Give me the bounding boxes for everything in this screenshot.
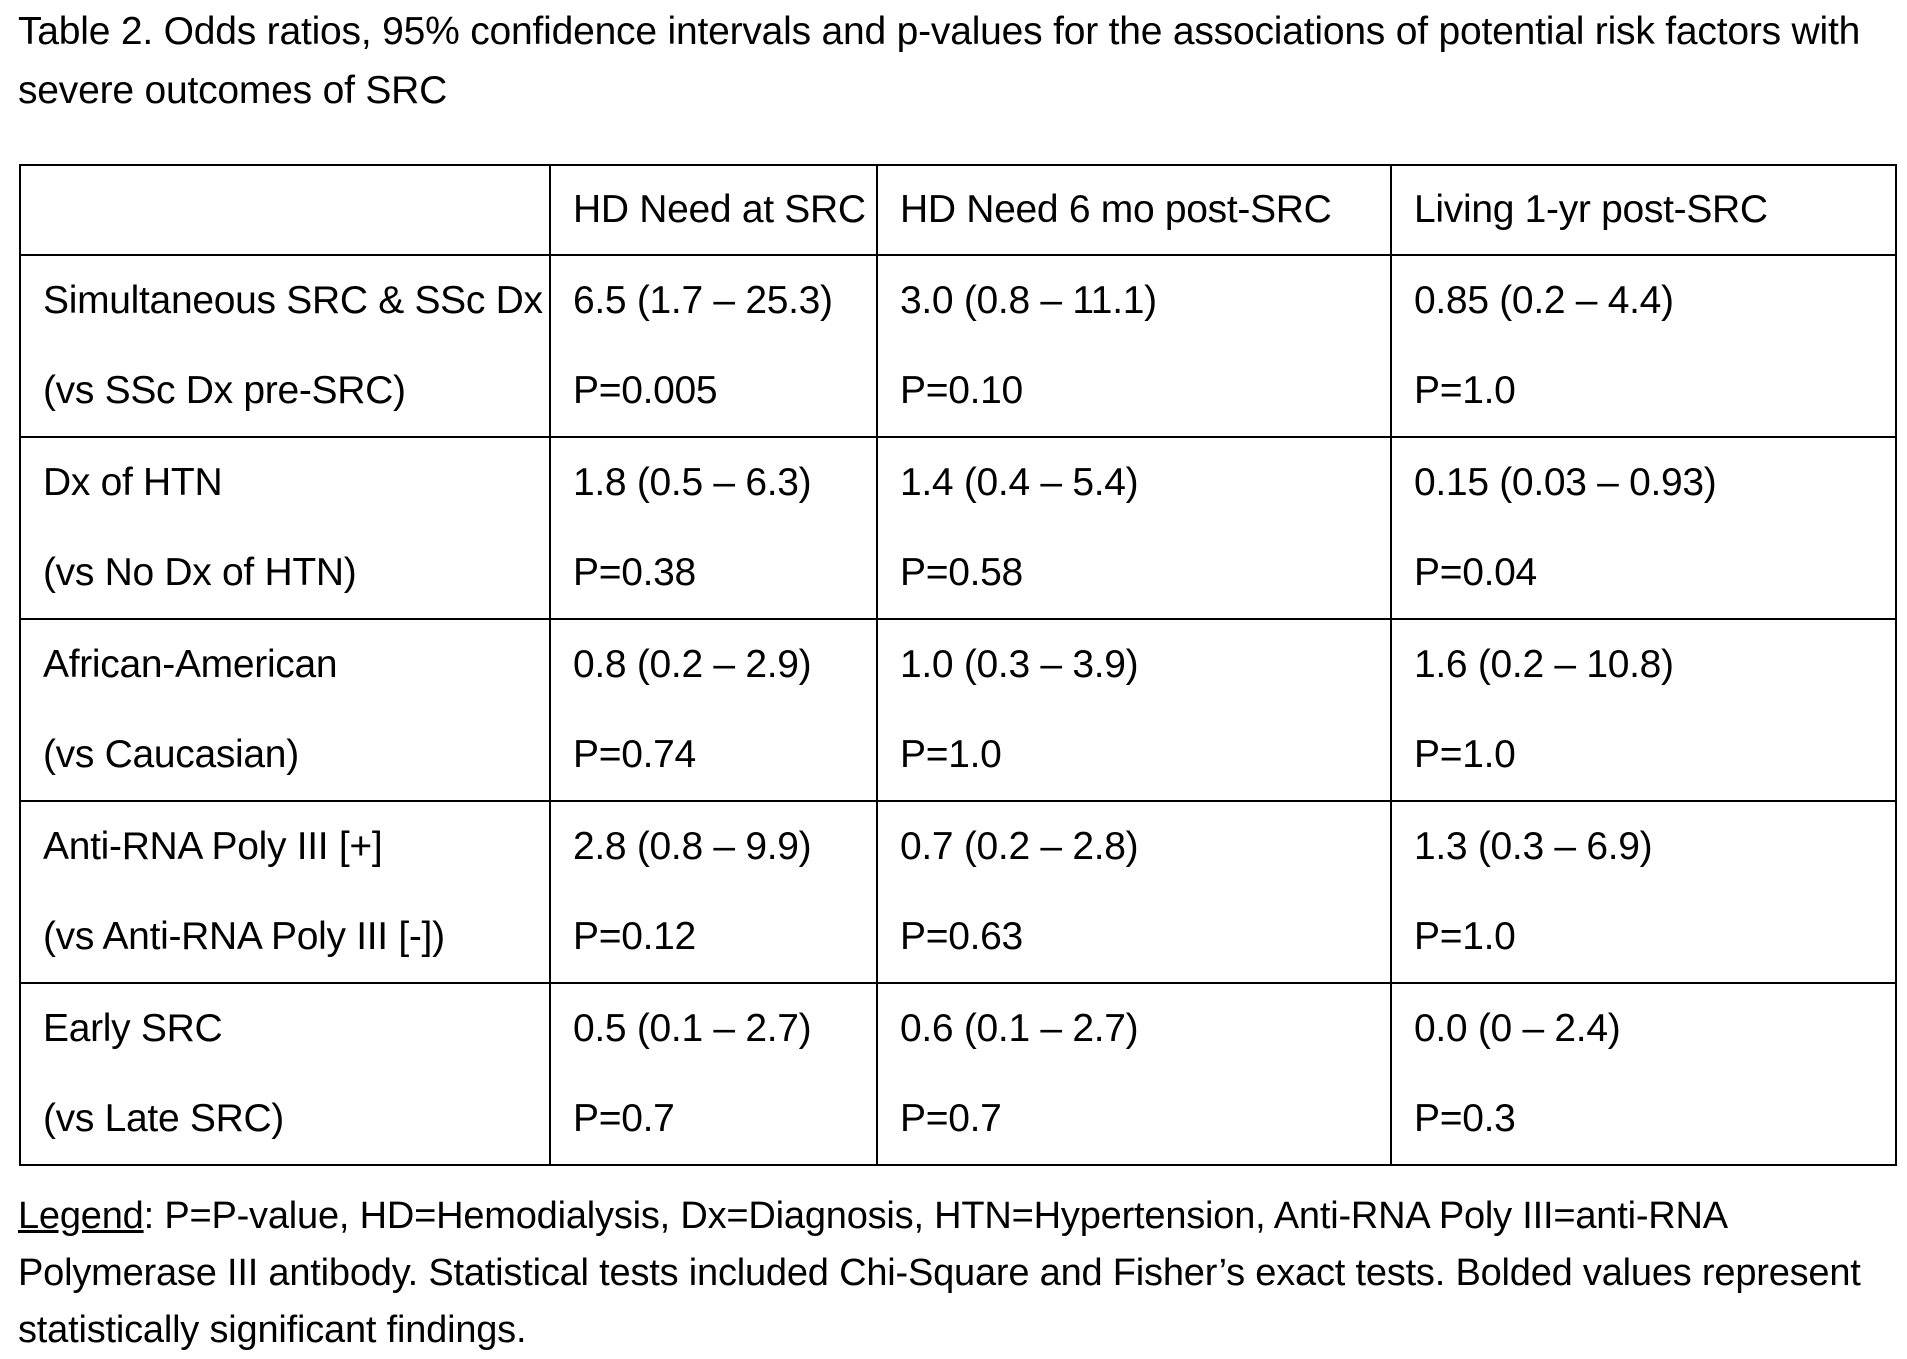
comparison-label: (vs Late SRC) <box>43 1097 284 1140</box>
p-value: P=0.10 <box>900 369 1023 412</box>
data-cell <box>1391 619 1896 801</box>
p-value: P=0.63 <box>900 915 1023 958</box>
table-body <box>20 255 1896 1165</box>
row-header-cell <box>20 801 550 983</box>
p-value: P=1.0 <box>900 733 1002 776</box>
comparison-label: (vs Anti-RNA Poly III [-]) <box>43 915 445 958</box>
odds-ratio-value: 1.0 (0.3 – 3.9) <box>900 643 1139 686</box>
table-row <box>20 255 1896 437</box>
data-cell <box>1391 983 1896 1165</box>
risk-factor-label: Dx of HTN <box>43 461 223 504</box>
p-value: P=0.7 <box>573 1097 675 1140</box>
row-header-cell <box>20 983 550 1165</box>
odds-ratio-value: 0.8 (0.2 – 2.9) <box>573 643 812 686</box>
risk-factor-label: Anti-RNA Poly III [+] <box>43 825 383 868</box>
data-cell <box>550 619 877 801</box>
table-legend <box>18 1188 1898 1359</box>
comparison-label: (vs Caucasian) <box>43 733 299 776</box>
data-cell <box>550 437 877 619</box>
data-cell <box>877 437 1391 619</box>
data-cell <box>1391 437 1896 619</box>
p-value: P=0.7 <box>900 1097 1002 1140</box>
data-cell <box>1391 801 1896 983</box>
table-header-row <box>20 165 1896 255</box>
data-cell <box>877 801 1391 983</box>
legend-label: Legend <box>18 1195 144 1237</box>
odds-ratio-value: 1.6 (0.2 – 10.8) <box>1414 643 1674 686</box>
odds-ratio-table <box>19 164 1897 1166</box>
odds-ratio-value: 0.7 (0.2 – 2.8) <box>900 825 1139 868</box>
data-cell <box>550 801 877 983</box>
odds-ratio-value: 0.6 (0.1 – 2.7) <box>900 1007 1139 1050</box>
p-value: P=1.0 <box>1414 915 1516 958</box>
risk-factor-label: Early SRC <box>43 1007 223 1050</box>
odds-ratio-value: 2.8 (0.8 – 9.9) <box>573 825 812 868</box>
odds-ratio-value: 0.85 (0.2 – 4.4) <box>1414 279 1674 322</box>
table-row <box>20 983 1896 1165</box>
data-cell <box>877 619 1391 801</box>
data-cell <box>877 983 1391 1165</box>
p-value: P=0.58 <box>900 551 1023 594</box>
row-header-cell <box>20 437 550 619</box>
column-header-hd-need-6mo: HD Need 6 mo post-SRC <box>877 165 1391 255</box>
row-header-cell <box>20 619 550 801</box>
table-row <box>20 619 1896 801</box>
odds-ratio-value: 6.5 (1.7 – 25.3) <box>573 279 833 322</box>
column-header-living-1yr: Living 1-yr post-SRC <box>1391 165 1896 255</box>
data-cell <box>877 255 1391 437</box>
risk-factor-label: African-American <box>43 643 338 686</box>
row-header-cell <box>20 255 550 437</box>
risk-factor-label: Simultaneous SRC & SSc Dx <box>43 279 543 322</box>
table-row <box>20 437 1896 619</box>
odds-ratio-value: 1.3 (0.3 – 6.9) <box>1414 825 1653 868</box>
p-value: P=0.3 <box>1414 1097 1516 1140</box>
table-row <box>20 801 1896 983</box>
p-value: P=0.74 <box>573 733 696 776</box>
p-value: P=1.0 <box>1414 733 1516 776</box>
p-value: P=0.005 <box>573 369 718 412</box>
odds-ratio-value: 0.0 (0 – 2.4) <box>1414 1007 1621 1050</box>
p-value: P=1.0 <box>1414 369 1516 412</box>
odds-ratio-value: 0.15 (0.03 – 0.93) <box>1414 461 1717 504</box>
comparison-label: (vs SSc Dx pre-SRC) <box>43 369 406 412</box>
data-cell <box>550 983 877 1165</box>
p-value: P=0.12 <box>573 915 696 958</box>
odds-ratio-value: 3.0 (0.8 – 11.1) <box>900 279 1157 322</box>
data-cell <box>550 255 877 437</box>
odds-ratio-value: 0.5 (0.1 – 2.7) <box>573 1007 812 1050</box>
column-header-risk-factor <box>20 165 550 255</box>
column-header-hd-need-at-src: HD Need at SRC <box>550 165 877 255</box>
legend-text: : P=P-value, HD=Hemodialysis, Dx=Diagnosis, HTN=Hypertension, Anti-RNA Poly III=anti-RNA Polymerase III antibody. Statistical tests included Chi-Square and Fisher’s exact tests. Bolded values represent statistically significant findings. <box>18 1195 1861 1351</box>
p-value: P=0.04 <box>1414 551 1537 594</box>
data-cell <box>1391 255 1896 437</box>
table-title: Table 2. Odds ratios, 95% confidence intervals and p-values for the associations of potential risk factors with severe outcomes of SRC <box>18 10 1861 112</box>
odds-ratio-value: 1.4 (0.4 – 5.4) <box>900 461 1139 504</box>
odds-ratio-value: 1.8 (0.5 – 6.3) <box>573 461 812 504</box>
p-value: P=0.38 <box>573 551 696 594</box>
comparison-label: (vs No Dx of HTN) <box>43 551 357 594</box>
